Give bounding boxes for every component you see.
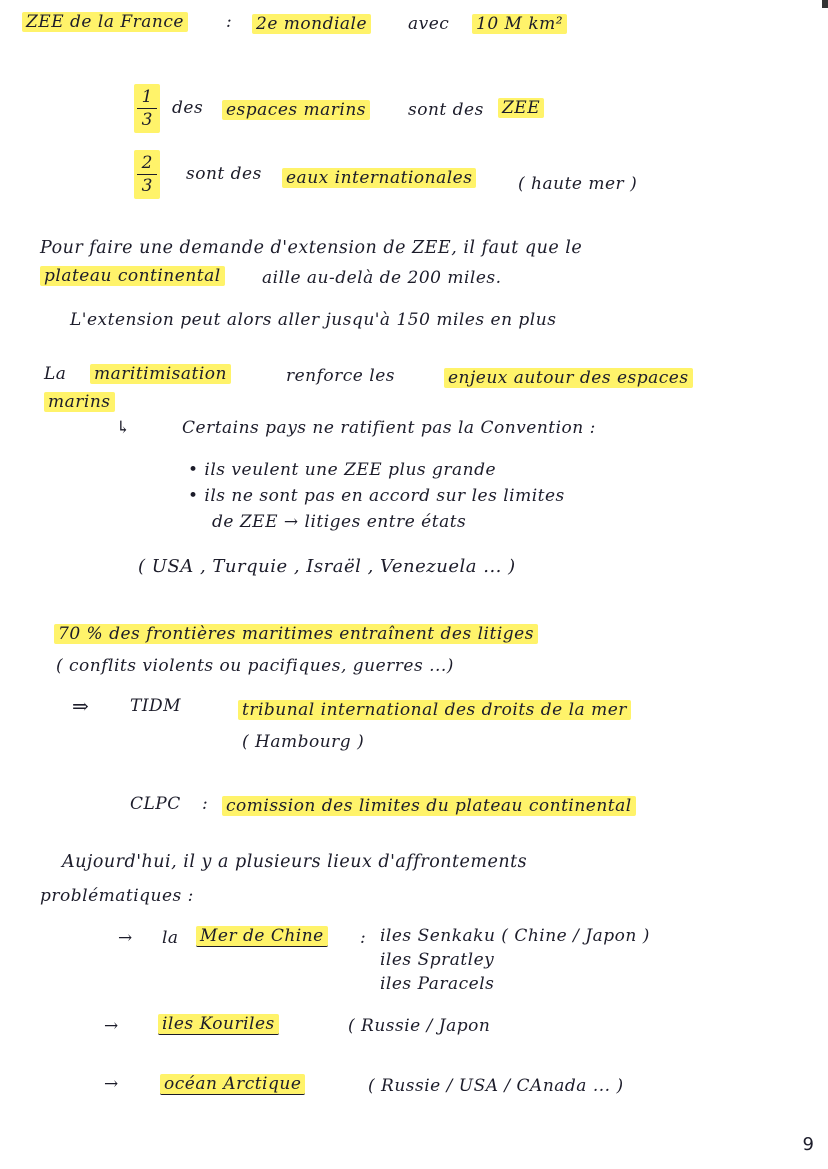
clpc-acronym: CLPC — [130, 794, 181, 814]
extension-line-2-rest: aille au-delà de 200 miles. — [262, 268, 502, 288]
country-examples: ( USA , Turquie , Israël , Venezuela ... ) — [138, 556, 516, 577]
enjeux-highlight: enjeux autour des espaces — [444, 368, 693, 388]
kouriles-countries: ( Russie / Japon — [348, 1016, 491, 1036]
maritimisation-highlight: maritimisation — [90, 364, 231, 384]
avec-text: avec — [408, 14, 450, 34]
clpc-colon: : — [202, 794, 209, 814]
fraction-denominator: 3 — [141, 176, 153, 196]
zee-france-title: ZEE de la France — [22, 12, 188, 32]
fraction-numerator: 2 — [141, 153, 153, 173]
sont-des-text: sont des — [408, 100, 484, 120]
renforce-les: renforce les — [286, 366, 395, 386]
fraction-bar — [137, 174, 157, 175]
fraction-two-thirds — [134, 150, 160, 199]
arrow-right-icon: → — [118, 928, 133, 948]
haute-mer: ( haute mer ) — [518, 174, 638, 194]
plateau-continental: plateau continental — [40, 266, 225, 286]
tidm-full: tribunal international des droits de la mer — [238, 700, 631, 720]
bullet-1: • ils veulent une ZEE plus grande — [188, 460, 497, 480]
fraction-denominator: 3 — [141, 110, 153, 130]
iles-kouriles: iles Kouriles — [158, 1014, 279, 1035]
extension-line-3: L'extension peut alors aller jusqu'à 150 miles en plus — [70, 310, 557, 330]
aujourdhui-line-1: Aujourd'hui, il y a plusieurs lieux d'affrontements — [62, 852, 528, 872]
tidm-location: ( Hambourg ) — [242, 732, 365, 752]
area-value: 10 M km² — [472, 14, 567, 34]
eaux-internationales: eaux internationales — [282, 168, 476, 188]
iles-paracels: iles Paracels — [380, 974, 495, 994]
marins-highlight: marins — [44, 392, 115, 412]
la-mer-text: la — [162, 928, 179, 948]
fraction-one-third — [134, 84, 160, 133]
clpc-full: comission des limites du plateau continental — [222, 796, 636, 816]
colon: : — [226, 12, 233, 32]
bullet-2: • ils ne sont pas en accord sur les limites — [188, 486, 565, 506]
page-number: 9 — [802, 1134, 814, 1155]
iles-senkaku: iles Senkaku ( Chine / Japon ) — [380, 926, 650, 946]
zee-highlight: ZEE — [498, 98, 544, 118]
mer-de-chine: Mer de Chine — [196, 926, 328, 947]
aujourdhui-line-2: problématiques : — [40, 886, 194, 906]
bullet-2b: de ZEE → litiges entre états — [212, 512, 467, 532]
iles-spratley: iles Spratley — [380, 950, 495, 970]
arctique-countries: ( Russie / USA / CAnada ... ) — [368, 1076, 624, 1096]
page-corner-mark — [822, 0, 828, 8]
fraction-bar — [137, 108, 157, 109]
tidm-acronym: TIDM — [130, 696, 182, 716]
la-text: La — [44, 364, 67, 384]
second-mondiale: 2e mondiale — [252, 14, 371, 34]
espaces-marins: espaces marins — [222, 100, 370, 120]
certains-pays: Certains pays ne ratifient pas la Convention : — [182, 418, 596, 438]
arrow-right-icon: → — [104, 1074, 119, 1094]
arrow-right-icon: → — [104, 1016, 119, 1036]
ocean-arctique: océan Arctique — [160, 1074, 305, 1095]
fraction-numerator: 1 — [141, 87, 153, 107]
double-arrow-icon: ⇒ — [72, 694, 90, 718]
sont-des-text-2: sont des — [186, 164, 262, 184]
sub-arrow-icon: ↳ — [116, 418, 131, 438]
des-text: des — [172, 98, 204, 118]
frontieres-highlight: 70 % des frontières maritimes entraînent des litiges — [54, 624, 538, 644]
conflits-line: ( conflits violents ou pacifiques, guerres ...) — [56, 656, 454, 676]
mer-colon: : — [360, 928, 367, 948]
extension-line-1: Pour faire une demande d'extension de ZEE, il faut que le — [40, 238, 583, 258]
